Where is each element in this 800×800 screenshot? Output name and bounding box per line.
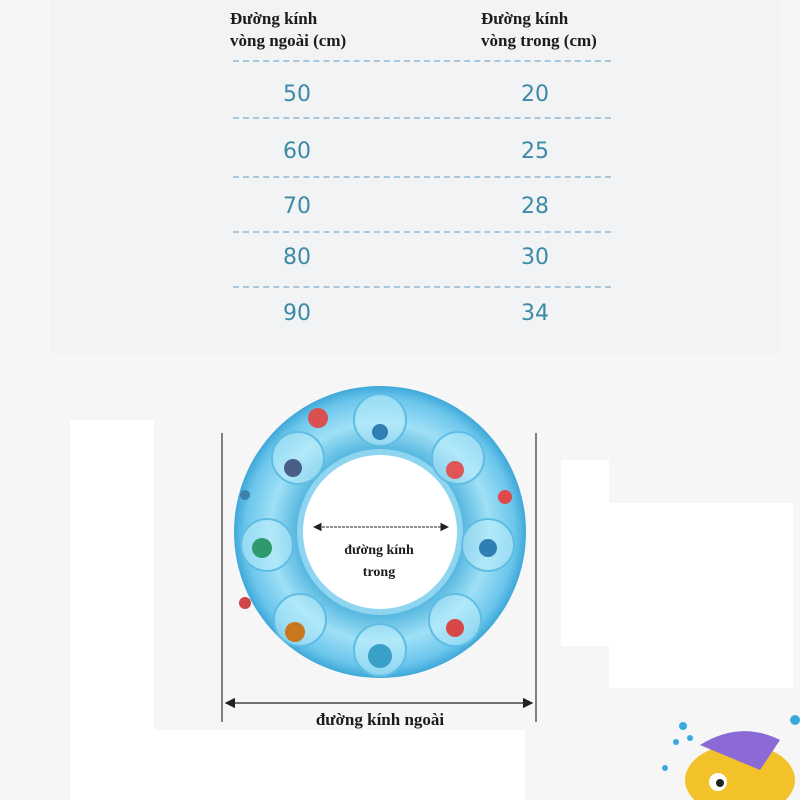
inner-value: 34 (521, 301, 549, 326)
header-inner-line1: Đường kính (481, 9, 569, 28)
header-outer-line1: Đường kính (230, 9, 318, 28)
inner-label-line1: đường kính (344, 543, 414, 558)
inner-diameter-label (326, 540, 432, 584)
inner-value: 30 (521, 245, 549, 270)
header-outer-line2: vòng ngoài (cm) (230, 31, 347, 50)
outer-value: 70 (283, 194, 311, 219)
fish-decoration (662, 715, 800, 800)
outer-value: 90 (283, 301, 311, 326)
header-inner-line2: vòng trong (cm) (481, 31, 597, 50)
inner-value: 20 (521, 82, 549, 107)
outer-value: 80 (283, 245, 311, 270)
ring-hole (300, 452, 460, 612)
inner-value: 28 (521, 194, 549, 219)
outer-diameter-label: đường kính ngoài (315, 710, 445, 729)
outer-value: 50 (283, 82, 311, 107)
inner-label-line2: trong (362, 565, 396, 580)
outer-value: 60 (283, 139, 311, 164)
inner-value: 25 (521, 139, 549, 164)
